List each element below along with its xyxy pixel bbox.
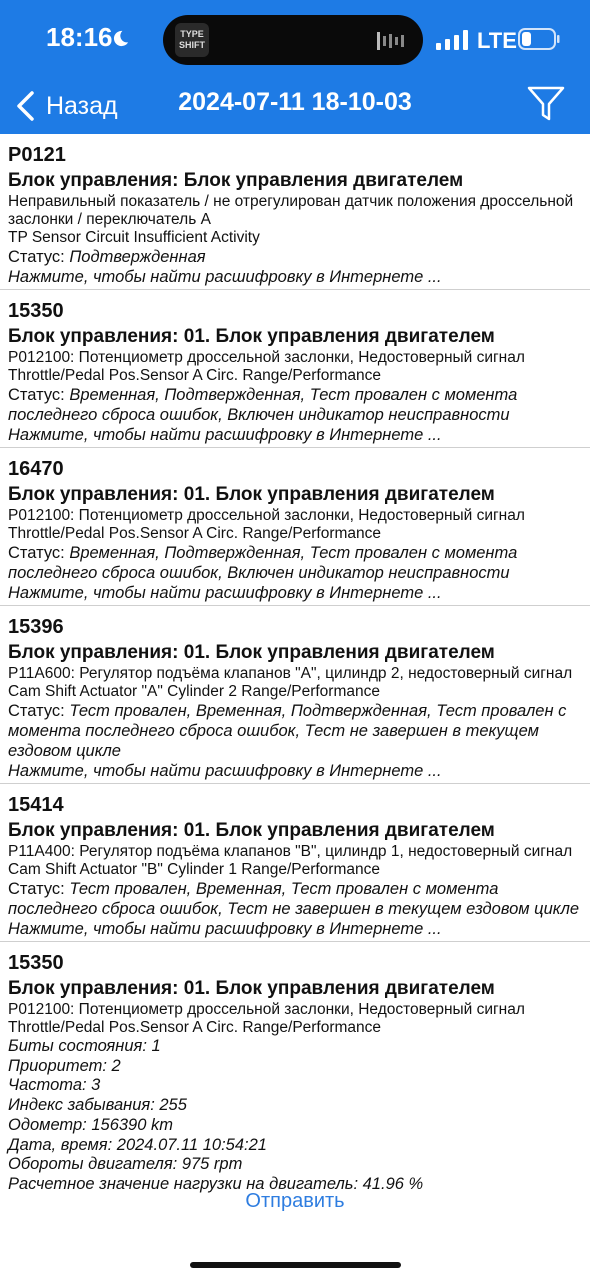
- status-value: Временная, Подтвержденная, Тест провален с момента последнего сброса ошибок, Включен индикатор неисправности: [8, 386, 518, 424]
- search-online-link[interactable]: Нажмите, чтобы найти расшифровку в Интернете ...: [8, 584, 442, 602]
- control-unit: Блок управления: 01. Блок управления двигателем: [8, 326, 495, 347]
- filter-icon[interactable]: [526, 84, 566, 124]
- fault-description-en: Cam Shift Actuator "B" Cylinder 1 Range/Performance: [8, 861, 380, 878]
- fault-status: [8, 385, 582, 425]
- control-unit: Блок управления: 01. Блок управления двигателем: [8, 978, 495, 999]
- control-unit: Блок управления: 01. Блок управления двигателем: [8, 484, 495, 505]
- control-unit: Блок управления: Блок управления двигателем: [8, 170, 464, 191]
- detail-odometer: Одометр: 156390 km: [8, 1115, 173, 1134]
- fault-description-en: Cam Shift Actuator "A" Cylinder 2 Range/Performance: [8, 683, 380, 700]
- detail-status-bits: Биты состояния: 1: [8, 1037, 161, 1055]
- status-time: 18:16: [46, 22, 113, 52]
- back-label: Назад: [46, 91, 118, 120]
- fault-entry: [0, 134, 590, 290]
- fault-entry: [0, 448, 590, 606]
- fault-description: P11A400: Регулятор подъёма клапанов "B", цилиндр 1, недостоверный сигнал: [8, 843, 573, 860]
- status-label: Статус:: [8, 544, 65, 562]
- status-label: Статус:: [8, 702, 65, 720]
- search-online-link[interactable]: Нажмите, чтобы найти расшифровку в Интернете ...: [8, 268, 442, 286]
- fault-status: [8, 879, 582, 919]
- status-value: Тест провален, Временная, Подтвержденная, Тест провален с момента последнего сброса ошибок, Тест не завершен в текущем ездовом цикле: [8, 702, 567, 760]
- status-label: Статус:: [8, 386, 65, 404]
- fault-code: 16470: [8, 458, 64, 480]
- fault-description-en: Throttle/Pedal Pos.Sensor A Circ. Range/Performance: [8, 367, 382, 384]
- detail-frequency: Частота: 3: [8, 1076, 101, 1095]
- fault-code: P0121: [8, 144, 66, 166]
- fault-description: P012100: Потенциометр дроссельной заслонки, Недостоверный сигнал: [8, 349, 525, 366]
- detail-datetime: Дата, время: 2024.07.11 10:54:21: [8, 1135, 267, 1154]
- fault-description: Неправильный показатель / не отрегулирован датчик положения дроссельной заслонки / переключатель A: [8, 193, 574, 228]
- dynamic-island: [163, 15, 423, 65]
- detail-engine-load: Расчетное значение нагрузки на двигатель: 41.96 %: [8, 1174, 424, 1193]
- search-online-link[interactable]: Нажмите, чтобы найти расшифровку в Интернете ...: [8, 920, 442, 938]
- fault-entry: [0, 784, 590, 942]
- island-app-icon: TYPE SHIFT: [175, 23, 209, 57]
- status-value: Тест провален, Временная, Тест провален с момента последнего сброса ошибок, Тест не завершен в текущем ездовом цикле: [8, 880, 580, 918]
- search-online-link[interactable]: Нажмите, чтобы найти расшифровку в Интернете ...: [8, 426, 442, 444]
- page-title: 2024-07-11 18-10-03: [178, 88, 412, 116]
- detail-engine-rpm: Обороты двигателя: 975 rpm: [8, 1155, 243, 1174]
- send-button[interactable]: Отправить: [245, 1190, 345, 1212]
- home-indicator[interactable]: [190, 1262, 401, 1268]
- moon-icon: [111, 29, 130, 48]
- fault-status: [8, 247, 582, 267]
- fault-status: [8, 701, 582, 761]
- fault-description: P012100: Потенциометр дроссельной заслонки, Недостоверный сигнал: [8, 1001, 525, 1018]
- detail-priority: Приоритет: 2: [8, 1056, 121, 1075]
- fault-entry: [0, 606, 590, 784]
- network-label: LTE: [477, 28, 517, 53]
- battery-icon: [518, 28, 560, 50]
- detail-forget-index: Индекс забывания: 255: [8, 1096, 187, 1115]
- header-bar: [0, 0, 590, 134]
- fault-code: 15350: [8, 300, 64, 322]
- fault-list[interactable]: [0, 134, 590, 1193]
- signal-icon: [436, 30, 468, 50]
- status-value: Подтвержденная: [69, 248, 206, 266]
- search-online-link[interactable]: Нажмите, чтобы найти расшифровку в Интернете ...: [8, 762, 442, 780]
- status-label: Статус:: [8, 248, 65, 266]
- fault-description: P012100: Потенциометр дроссельной заслонки, Недостоверный сигнал: [8, 507, 525, 524]
- fault-description: P11A600: Регулятор подъёма клапанов "A", цилиндр 2, недостоверный сигнал: [8, 665, 573, 682]
- status-value: Временная, Подтвержденная, Тест провален с момента последнего сброса ошибок, Включен индикатор неисправности: [8, 544, 518, 582]
- fault-code: 15350: [8, 952, 64, 974]
- fault-code: 15414: [8, 794, 64, 816]
- fault-entry: [0, 290, 590, 448]
- audio-wave-icon: [377, 30, 409, 52]
- fault-description-en: TP Sensor Circuit Insufficient Activity: [8, 229, 260, 246]
- fault-code: 15396: [8, 616, 64, 638]
- control-unit: Блок управления: 01. Блок управления двигателем: [8, 642, 495, 663]
- fault-description-en: Throttle/Pedal Pos.Sensor A Circ. Range/Performance: [8, 525, 382, 542]
- control-unit: Блок управления: 01. Блок управления двигателем: [8, 820, 495, 841]
- status-label: Статус:: [8, 880, 65, 898]
- fault-entry-detailed: [0, 942, 590, 1197]
- fault-status: [8, 543, 582, 583]
- fault-description-en: Throttle/Pedal Pos.Sensor A Circ. Range/Performance: [8, 1019, 382, 1036]
